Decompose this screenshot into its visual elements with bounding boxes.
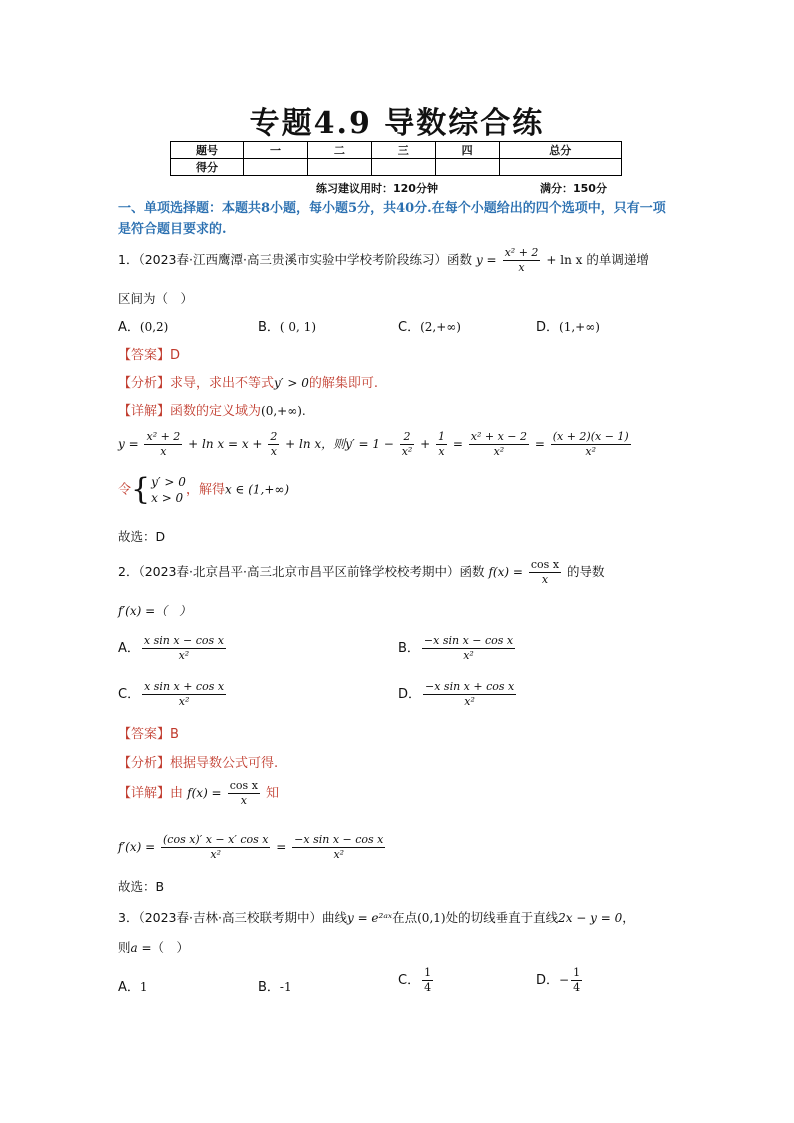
q1-func-tail: + ln x	[546, 253, 583, 267]
frac-num: (cos x)′ x − x′ cos x	[163, 833, 269, 846]
answer-value: D	[170, 348, 181, 363]
q3-point: (0,1)	[417, 911, 446, 925]
frac-num: −x sin x − cos x	[294, 833, 384, 846]
q1-func-den: x	[518, 261, 525, 274]
score-cell-empty[interactable]	[371, 159, 435, 176]
option-letter: B．	[258, 320, 280, 335]
q2-analysis	[118, 752, 278, 771]
q1-stem-post: 的单调递增	[586, 252, 649, 267]
option-letter: C．	[398, 320, 421, 335]
frac-num: 2	[270, 430, 278, 443]
q3-stem-mid: 在点	[392, 910, 418, 925]
q1-func-num: x² + 2	[504, 246, 539, 259]
frac-num: 1	[424, 966, 432, 979]
option-letter: A．	[118, 320, 140, 335]
detail-text: 由	[170, 786, 184, 801]
analysis-text: 根据导数公式可得.	[170, 756, 279, 771]
option-fraction	[142, 680, 226, 709]
frac-num: (x + 2)(x − 1)	[552, 430, 629, 443]
frac-num: cos x	[229, 779, 258, 792]
option-value: ( 0, 1)	[279, 320, 316, 334]
frac-den: x²	[585, 445, 597, 458]
q2-option-b[interactable]	[398, 634, 517, 663]
option-fraction	[423, 680, 516, 709]
q1-detail	[118, 400, 306, 419]
q2-conclusion: 故选：B	[118, 879, 165, 894]
score-cell-empty[interactable]	[499, 159, 622, 176]
frac-num: x sin x − cos x	[143, 634, 224, 647]
q3-stem-line2	[118, 938, 189, 956]
score-cell: 四	[435, 142, 499, 159]
q1-func-lhs: y =	[475, 253, 497, 267]
q1-option-d[interactable]	[536, 316, 600, 335]
derive-part: + ln x，则y′ = 1 −	[285, 437, 394, 451]
score-cell-empty[interactable]	[244, 159, 308, 176]
answer-tag: 【答案】	[118, 348, 171, 363]
option-letter: D．	[536, 320, 560, 335]
option-fraction	[142, 634, 226, 663]
q1-option-c[interactable]	[398, 316, 461, 335]
frac-den: x²	[333, 848, 345, 861]
option-value: 1	[139, 980, 148, 994]
score-cell: 得分	[171, 159, 244, 176]
derive-fraction	[400, 430, 415, 459]
system-lines	[151, 474, 186, 506]
let-math: x ∈ (1,+∞)	[224, 482, 290, 497]
q1-option-b[interactable]	[258, 316, 316, 335]
q3-stem-pre: 3．（2023春·吉林·高三校联考期中）曲线	[118, 910, 347, 925]
option-letter: D．	[536, 973, 560, 988]
q3-option-d[interactable]	[536, 966, 584, 995]
score-hint: 满分：150分	[540, 182, 607, 195]
option-fraction	[571, 966, 582, 995]
option-letter: A．	[118, 980, 140, 995]
frac-den: x	[438, 445, 445, 458]
page-title: 专题4.9 导数综合练	[249, 106, 545, 141]
q3-line2-pre: 则	[118, 940, 131, 955]
q1-conclusion: 故选：D	[118, 529, 166, 544]
q3-line2-post: （ ）	[151, 940, 190, 955]
q2-func-lhs: f(x) =	[488, 565, 523, 579]
score-cell: 题号	[171, 142, 244, 159]
frac-num: x² + x − 2	[470, 430, 527, 443]
frac-den: x²	[464, 695, 475, 708]
q2-stem-pre: 2．（2023春·北京昌平·高三北京市昌平区前锋学校校考期中）函数	[118, 564, 485, 579]
brace-icon: {	[131, 472, 151, 507]
q3-option-c[interactable]	[398, 966, 435, 995]
option-fraction	[422, 634, 515, 663]
deriv-fraction	[161, 833, 270, 862]
score-table-score-row	[171, 159, 622, 176]
frac-num: x sin x + cos x	[144, 680, 225, 693]
option-letter: D．	[398, 687, 422, 702]
q3-stem-end: ，	[622, 910, 635, 925]
frac-den: x	[270, 445, 277, 458]
q1-stem	[118, 246, 649, 275]
section-heading: 一、单项选择题：本题共8小题，每小题5分，共40分.在每个小题给出的四个选项中，只有一项是符合题目要求的.	[118, 201, 666, 237]
q2-derivative	[118, 833, 387, 862]
q2-answer	[118, 723, 179, 742]
option-letter: B．	[398, 641, 420, 656]
analysis-tail: 的解集即可.	[308, 376, 378, 391]
detail-math: (0,+∞).	[261, 404, 306, 418]
analysis-text: 求导，求出不等式	[170, 376, 275, 391]
option-sign: −	[559, 973, 570, 987]
score-cell: 三	[371, 142, 435, 159]
q3-stem	[118, 908, 635, 926]
frac-den: 4	[424, 981, 432, 994]
q1-func-fraction	[503, 246, 541, 275]
frac-den: x	[240, 794, 247, 807]
score-cell-empty[interactable]	[307, 159, 371, 176]
frac-num: −x sin x + cos x	[425, 680, 515, 693]
option-letter: A．	[118, 641, 140, 656]
derive-part: + ln x = x +	[188, 437, 263, 451]
frac-den: x²	[178, 695, 190, 708]
q1-derivation	[118, 430, 633, 459]
q1-system	[118, 474, 289, 506]
option-letter: C．	[398, 973, 421, 988]
q1-answer	[118, 344, 180, 363]
frac-num: cos x	[530, 558, 560, 571]
detail-fraction	[228, 779, 260, 808]
derive-fraction	[268, 430, 279, 459]
q1-stem-line2: 区间为（ ）	[118, 291, 194, 306]
frac-num: −x sin x − cos x	[423, 634, 514, 647]
answer-value: B	[170, 727, 179, 742]
frac-den: x²	[178, 649, 190, 662]
analysis-math: y′ > 0	[274, 376, 309, 390]
option-letter: C．	[118, 687, 141, 702]
deriv-eq: =	[276, 840, 287, 854]
score-cell: 一	[244, 142, 308, 159]
frac-num: x² + 2	[146, 430, 181, 443]
system-line: x > 0	[151, 491, 184, 505]
derive-fraction	[436, 430, 447, 459]
frac-den: 4	[573, 981, 581, 994]
frac-den: x²	[210, 848, 222, 861]
q2-stem-line2: f′(x) =（ ）	[118, 604, 192, 618]
option-fraction	[422, 966, 433, 995]
frac-num: 1	[438, 430, 446, 443]
derive-fraction	[551, 430, 631, 459]
q3-option-b[interactable]	[258, 976, 292, 995]
let-pre: 令	[118, 482, 132, 498]
detail-lhs: f(x) =	[187, 786, 222, 800]
frac-den: x²	[463, 649, 474, 662]
option-value: -1	[279, 980, 292, 994]
frac-den: x²	[493, 445, 505, 458]
analysis-tag: 【分析】	[118, 756, 171, 771]
detail-text: 函数的定义域为	[170, 404, 262, 419]
derive-part: =	[534, 437, 545, 451]
score-cell-empty[interactable]	[435, 159, 499, 176]
analysis-tag: 【分析】	[118, 376, 171, 391]
q3-line2-math: a =	[130, 941, 152, 955]
frac-den: x	[541, 573, 549, 586]
q3-curve: y = e²ᵃˣ	[346, 911, 393, 925]
frac-num: 1	[573, 966, 581, 979]
score-cell: 二	[307, 142, 371, 159]
q1-analysis	[118, 372, 378, 391]
q3-stem-mid2: 处的切线垂直于直线	[445, 910, 559, 925]
frac-den: x²	[401, 445, 413, 458]
q2-option-d[interactable]	[398, 680, 518, 709]
score-table-header-row	[171, 142, 622, 159]
score-cell: 总分	[499, 142, 622, 159]
derive-part: =	[452, 437, 463, 451]
q2-detail	[118, 779, 279, 808]
frac-num: 2	[400, 430, 415, 445]
frac-den: x	[160, 445, 167, 458]
detail-tail: 知	[266, 786, 280, 801]
time-hint: 练习建议用时：120分钟	[316, 182, 438, 195]
deriv-fraction	[292, 833, 385, 862]
let-mid: ，解得	[185, 482, 225, 498]
q2-option-c[interactable]	[118, 680, 228, 709]
q3-line: 2x − y = 0	[558, 911, 623, 925]
derive-fraction	[144, 430, 182, 459]
q2-func-fraction	[529, 558, 561, 587]
answer-tag: 【答案】	[118, 727, 171, 742]
derive-part: +	[420, 437, 431, 451]
score-table	[170, 141, 622, 176]
system-line: y′ > 0	[151, 475, 186, 489]
option-letter: B．	[258, 980, 280, 995]
q2-option-a[interactable]	[118, 634, 228, 663]
deriv-lhs: f′(x) =	[118, 840, 156, 854]
q1-stem-pre: 1．（2023春·江西鹰潭·高三贵溪市实验中学校考阶段练习）函数	[118, 252, 472, 267]
detail-tag: 【详解】	[118, 786, 171, 801]
q3-option-a[interactable]	[118, 976, 148, 995]
q1-option-a[interactable]	[118, 316, 168, 335]
detail-tag: 【详解】	[118, 404, 171, 419]
option-value: (1,+∞)	[559, 320, 600, 334]
derive-part: y =	[118, 437, 139, 451]
option-value: (2,+∞)	[420, 320, 461, 334]
derive-fraction	[469, 430, 529, 459]
option-value: (0,2)	[139, 320, 169, 334]
q2-stem-post: 的导数	[567, 564, 605, 579]
q2-stem	[118, 558, 605, 587]
